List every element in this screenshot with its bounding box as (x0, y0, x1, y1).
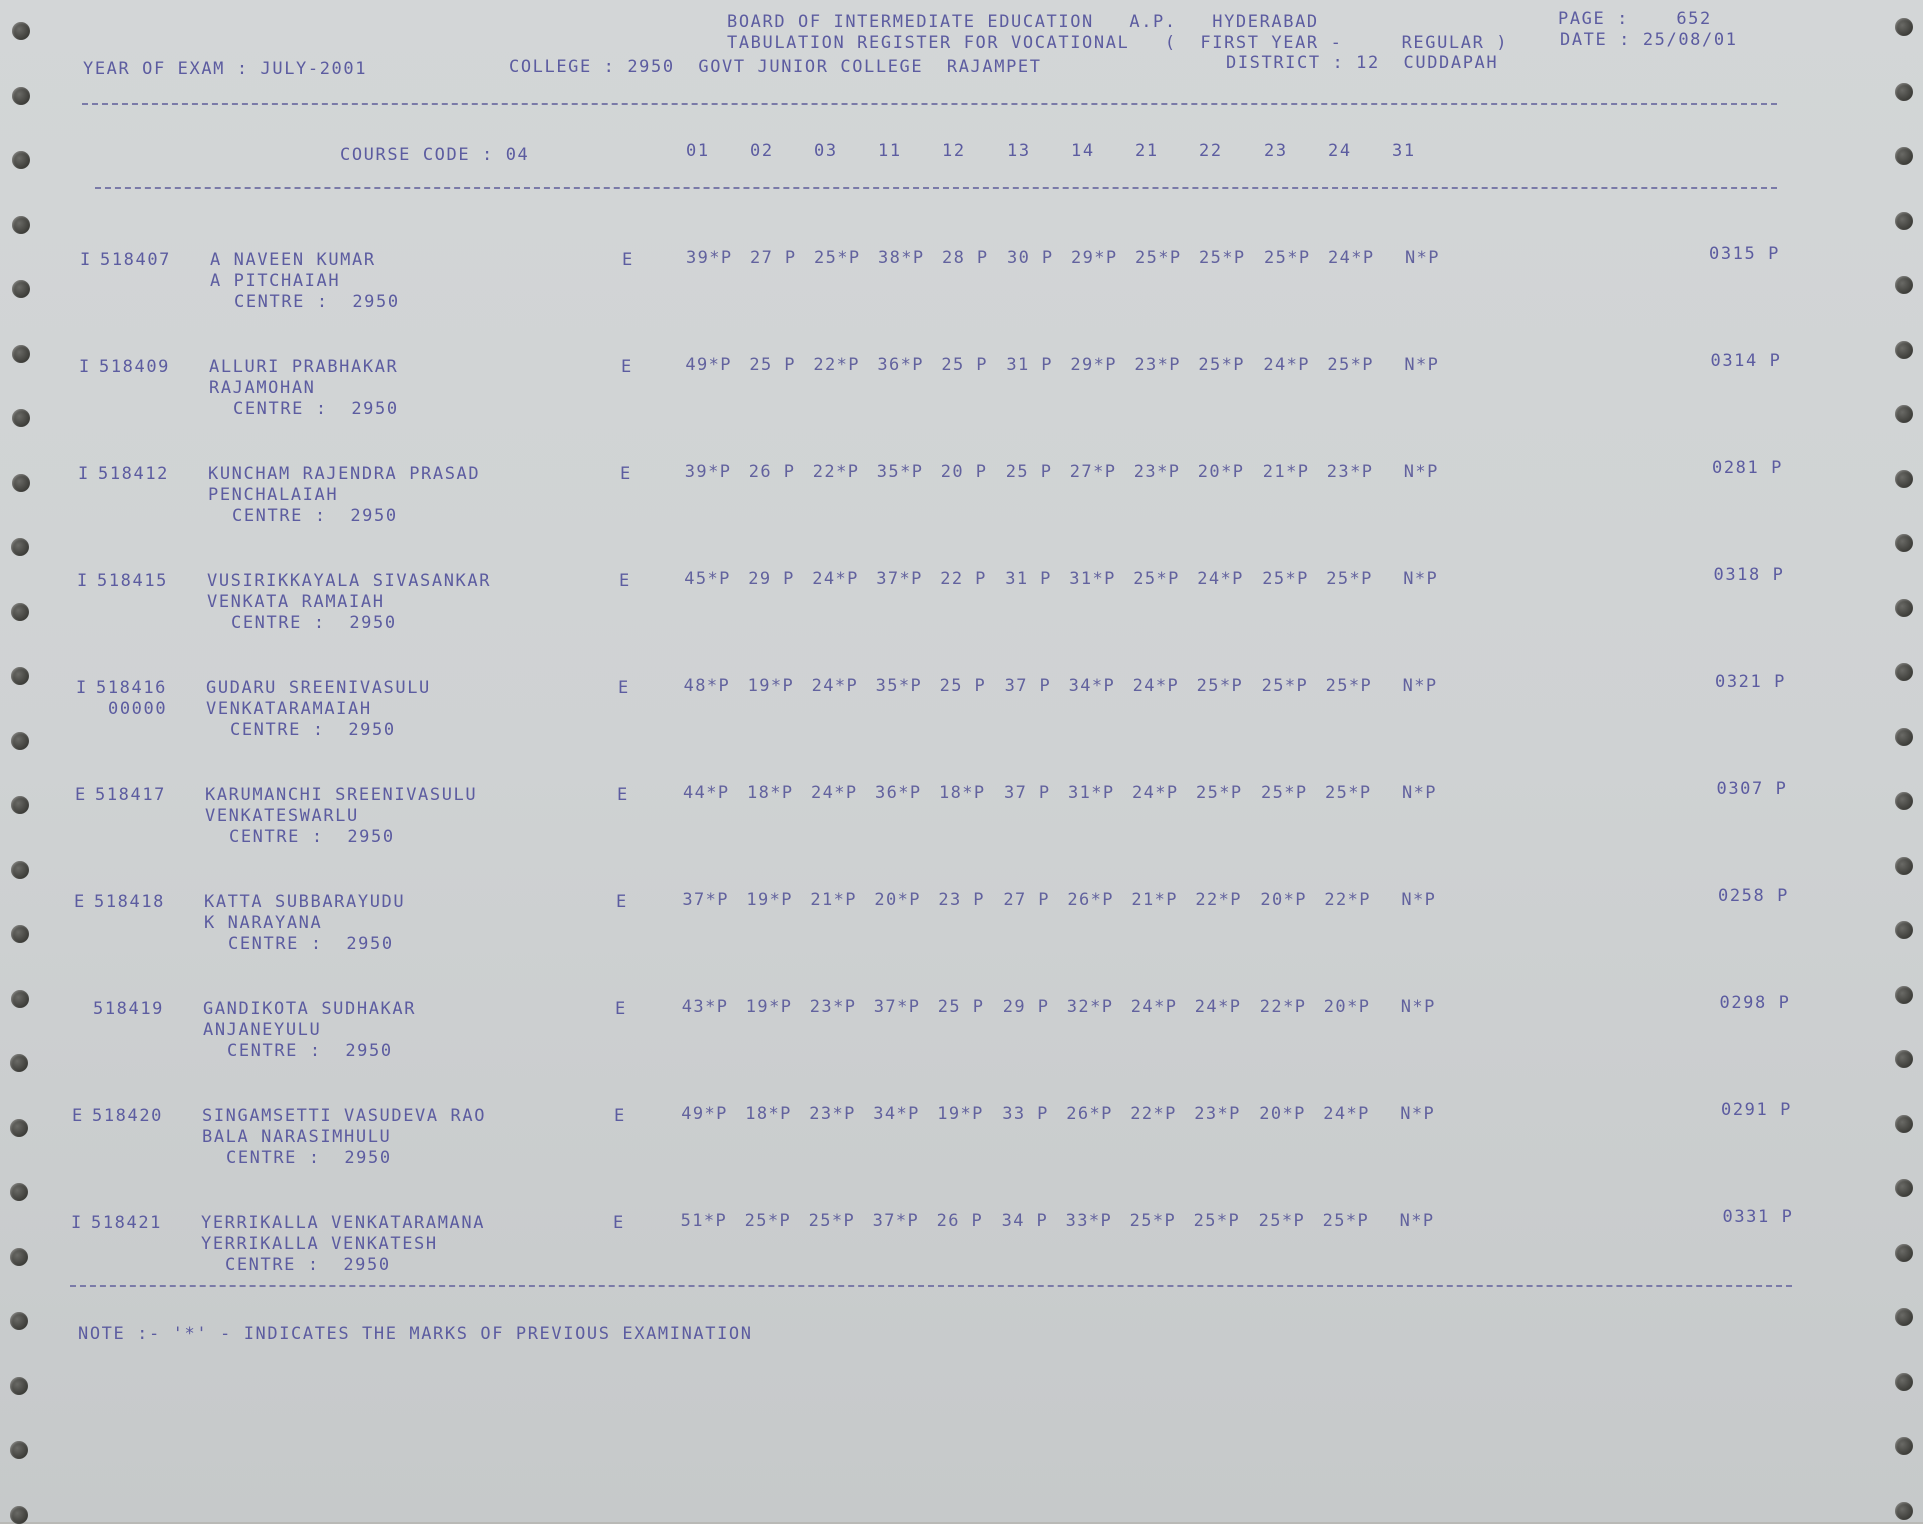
subject-mark: 21*P (1131, 890, 1178, 910)
feed-hole (1895, 147, 1913, 165)
subject-mark: 27 P (1003, 890, 1050, 910)
feed-hole (12, 345, 30, 363)
subject-mark: 18*P (747, 783, 794, 803)
subject-mark: 22*P (1130, 1104, 1177, 1124)
feed-hole (1895, 857, 1913, 875)
exam-centre: CENTRE : 2950 (230, 720, 396, 740)
total-marks: 0314 P (1710, 351, 1782, 371)
feed-hole (1895, 83, 1913, 101)
board-title: BOARD OF INTERMEDIATE EDUCATION A.P. HYDERABAD (727, 12, 1319, 32)
subject-mark: 27*P (1069, 462, 1117, 482)
feed-hole (10, 1119, 28, 1137)
candidate-name: ALLURI PRABHAKAR (209, 357, 399, 377)
subject-mark: N*P (1399, 1211, 1435, 1231)
subject-mark: 24*P (1263, 355, 1310, 375)
subject-mark: 26*P (1067, 890, 1114, 910)
subject-mark: N*P (1400, 1104, 1436, 1124)
medium: E (614, 1106, 626, 1126)
medium: E (613, 1213, 625, 1233)
father-name: YERRIKALLA VENKATESH (201, 1234, 438, 1254)
district-info: DISTRICT : 12 CUDDAPAH (1226, 53, 1499, 73)
subject-mark: 21*P (1262, 462, 1310, 482)
subject-mark: 25 P (749, 355, 796, 375)
subject-mark: 25*P (1198, 355, 1245, 375)
subject-mark: 23*P (809, 997, 857, 1017)
subject-mark: 32*P (1066, 997, 1114, 1017)
father-name: VENKATA RAMAIAH (207, 592, 385, 612)
candidate-category: I (79, 357, 91, 377)
candidate-category: I (76, 678, 88, 698)
father-name: BALA NARASIMHULU (202, 1127, 392, 1147)
father-name: A PITCHAIAH (210, 271, 341, 291)
subject-mark: N*P (1402, 783, 1437, 803)
feed-hole (10, 1441, 28, 1459)
candidate-name: KUNCHAM RAJENDRA PRASAD (208, 464, 481, 484)
subject-mark: N*P (1403, 569, 1439, 589)
subject-mark: 18*P (745, 1104, 792, 1124)
subject-code: 14 (1071, 141, 1095, 161)
subject-mark: 36*P (875, 783, 922, 803)
feed-hole (11, 732, 29, 750)
subject-mark: 26 P (936, 1211, 984, 1231)
left-tractor-feed-holes (0, 0, 40, 1522)
subject-mark: 31*P (1068, 783, 1115, 803)
subject-mark: 24*P (1132, 783, 1179, 803)
medium: E (620, 464, 632, 484)
father-name: PENCHALAIAH (208, 485, 339, 505)
candidate-category: E (75, 785, 87, 805)
subject-code: 01 (686, 141, 710, 161)
father-name: RAJAMOHAN (209, 378, 316, 398)
medium: E (617, 785, 629, 805)
father-name: K NARAYANA (204, 913, 323, 933)
feed-hole (1895, 1244, 1913, 1262)
feed-hole (11, 925, 29, 943)
subject-mark: N*P (1402, 676, 1438, 696)
candidate-code: 00000 (108, 699, 168, 719)
subject-code: 13 (1007, 141, 1031, 161)
medium: E (621, 357, 633, 377)
feed-hole (11, 667, 29, 685)
subject-mark: N*P (1404, 355, 1440, 375)
subject-mark: 29*P (1070, 355, 1117, 375)
registration-number: 518415 (97, 571, 169, 591)
father-name: VENKATESWARLU (205, 806, 359, 826)
feed-hole (1895, 534, 1913, 552)
subject-mark: 49*P (681, 1104, 728, 1124)
medium: E (616, 892, 628, 912)
subject-mark: 19*P (747, 676, 795, 696)
subject-mark: 29*P (1071, 248, 1118, 268)
exam-centre: CENTRE : 2950 (234, 292, 400, 312)
feed-hole (10, 1312, 28, 1330)
feed-hole (10, 1248, 28, 1266)
registration-number: 518416 (96, 678, 168, 698)
candidate-category: E (72, 1106, 84, 1126)
subject-mark: 37*P (872, 1211, 920, 1231)
registration-number: 518409 (99, 357, 171, 377)
subject-mark: 24*P (1132, 676, 1180, 696)
candidate-category: E (74, 892, 86, 912)
subject-mark: 25*P (808, 1211, 856, 1231)
subject-mark: 35*P (876, 462, 924, 482)
subject-mark: 25*P (1262, 569, 1309, 589)
subject-mark: N*P (1401, 890, 1437, 910)
subject-mark: 25*P (1199, 248, 1246, 268)
subject-mark: 23*P (1194, 1104, 1241, 1124)
medium: E (619, 571, 631, 591)
subject-mark: 25*P (1261, 676, 1309, 696)
candidate-category: I (80, 250, 92, 270)
footnote: NOTE :- '*' - INDICATES THE MARKS OF PREVIOUS EXAMINATION (78, 1324, 753, 1344)
feed-hole (1895, 341, 1913, 359)
feed-hole (1895, 1308, 1913, 1326)
subject-mark: 39*P (684, 462, 732, 482)
subject-mark: 36*P (877, 355, 924, 375)
feed-hole (12, 216, 30, 234)
subject-mark: 24*P (1130, 997, 1178, 1017)
feed-hole (1895, 792, 1913, 810)
feed-hole (1895, 921, 1913, 939)
candidate-category: I (78, 464, 90, 484)
total-marks: 0318 P (1713, 565, 1785, 585)
footer-divider (70, 1285, 1792, 1287)
subject-mark: 33*P (1065, 1211, 1113, 1231)
exam-centre: CENTRE : 2950 (225, 1255, 391, 1275)
subject-code: 24 (1328, 141, 1352, 161)
subject-mark: 25*P (1133, 569, 1180, 589)
subject-mark: 25*P (1327, 355, 1374, 375)
feed-hole (10, 1506, 28, 1524)
subject-mark: 43*P (681, 997, 729, 1017)
subject-mark: 23 P (938, 890, 985, 910)
feed-hole (1895, 1502, 1913, 1520)
subject-mark: 37*P (873, 997, 921, 1017)
subject-mark: 25*P (1322, 1211, 1370, 1231)
subject-mark: 20*P (1260, 890, 1307, 910)
column-header-divider (95, 187, 1777, 189)
subject-code: 12 (942, 141, 966, 161)
subject-mark: 19*P (937, 1104, 984, 1124)
feed-hole (1895, 276, 1913, 294)
total-marks: 0281 P (1711, 458, 1783, 478)
subject-mark: 29 P (748, 569, 795, 589)
feed-hole (11, 990, 29, 1008)
subject-mark: 25*P (1325, 676, 1373, 696)
subject-mark: 25 P (939, 676, 987, 696)
feed-hole (12, 409, 30, 427)
subject-mark: 20*P (1259, 1104, 1306, 1124)
subject-mark: 25*P (1196, 783, 1243, 803)
subject-mark: 25*P (1135, 248, 1182, 268)
course-code: COURSE CODE : 04 (340, 145, 530, 165)
subject-code: 21 (1135, 141, 1159, 161)
subject-mark: 34 P (1001, 1211, 1049, 1231)
registration-number: 518417 (95, 785, 167, 805)
subject-mark: 19*P (746, 890, 793, 910)
right-tractor-feed-holes (1883, 0, 1923, 1522)
subject-mark: 22*P (1259, 997, 1307, 1017)
total-marks: 0307 P (1716, 779, 1788, 799)
candidate-name: GUDARU SREENIVASULU (206, 678, 431, 698)
feed-hole (1895, 1115, 1913, 1133)
college-info: COLLEGE : 2950 GOVT JUNIOR COLLEGE RAJAMPET (509, 57, 1042, 77)
subject-mark: 20*P (1323, 997, 1371, 1017)
registration-number: 518412 (98, 464, 170, 484)
subject-mark: 24*P (812, 569, 859, 589)
feed-hole (1895, 1437, 1913, 1455)
subject-code: 31 (1392, 141, 1416, 161)
feed-hole (12, 87, 30, 105)
total-marks: 0315 P (1708, 244, 1780, 264)
exam-centre: CENTRE : 2950 (229, 827, 395, 847)
subject-code: 02 (750, 141, 774, 161)
feed-hole (12, 22, 30, 40)
subject-mark: 35*P (875, 676, 923, 696)
feed-hole (1895, 1179, 1913, 1197)
feed-hole (10, 1183, 28, 1201)
subject-mark: 21*P (810, 890, 857, 910)
exam-centre: CENTRE : 2950 (227, 1041, 393, 1061)
feed-hole (1895, 599, 1913, 617)
subject-mark: 22*P (1195, 890, 1242, 910)
feed-hole (1895, 212, 1913, 230)
subject-mark: 25*P (1258, 1211, 1306, 1231)
subject-code: 22 (1199, 141, 1223, 161)
subject-mark: 25*P (1326, 569, 1373, 589)
feed-hole (11, 603, 29, 621)
subject-mark: 25*P (814, 248, 861, 268)
subject-mark: 25 P (937, 997, 985, 1017)
candidate-name: KATTA SUBBARAYUDU (204, 892, 406, 912)
subject-mark: 28 P (942, 248, 989, 268)
header-divider (82, 103, 1777, 105)
subject-mark: 48*P (683, 676, 731, 696)
feed-hole (1895, 1050, 1913, 1068)
feed-hole (1895, 18, 1913, 36)
exam-centre: CENTRE : 2950 (233, 399, 399, 419)
medium: E (622, 250, 634, 270)
subject-mark: 30 P (1007, 248, 1054, 268)
subject-mark: 31 P (1006, 355, 1053, 375)
subject-mark: 25*P (1261, 783, 1308, 803)
feed-hole (1895, 728, 1913, 746)
subject-mark: 24*P (1328, 248, 1375, 268)
subject-mark: 20*P (874, 890, 921, 910)
registration-number: 518407 (100, 250, 172, 270)
subject-mark: 26*P (1066, 1104, 1113, 1124)
subject-mark: 27 P (750, 248, 797, 268)
register-title: TABULATION REGISTER FOR VOCATIONAL ( FIRST YEAR - REGULAR ) (727, 33, 1509, 53)
subject-mark: 23*P (809, 1104, 856, 1124)
subject-mark: 24*P (1194, 997, 1242, 1017)
subject-mark: 25*P (1129, 1211, 1177, 1231)
candidate-name: KARUMANCHI SREENIVASULU (205, 785, 478, 805)
total-marks: 0331 P (1722, 1207, 1794, 1227)
candidate-name: GANDIKOTA SUDHAKAR (203, 999, 417, 1019)
father-name: ANJANEYULU (203, 1020, 322, 1040)
subject-mark: 34*P (873, 1104, 920, 1124)
candidate-name: VUSIRIKKAYALA SIVASANKAR (207, 571, 492, 591)
subject-mark: 38*P (878, 248, 925, 268)
subject-mark: 24*P (1197, 569, 1244, 589)
subject-mark: 31 P (1005, 569, 1052, 589)
candidate-name: SINGAMSETTI VASUDEVA RAO (202, 1106, 487, 1126)
subject-mark: 37*P (876, 569, 923, 589)
subject-mark: 24*P (811, 783, 858, 803)
year-of-exam: YEAR OF EXAM : JULY-2001 (83, 59, 368, 79)
subject-mark: 22 P (940, 569, 987, 589)
candidate-name: A NAVEEN KUMAR (210, 250, 376, 270)
feed-hole (11, 861, 29, 879)
subject-mark: 19*P (745, 997, 793, 1017)
registration-number: 518419 (93, 999, 165, 1019)
subject-mark: 44*P (683, 783, 730, 803)
feed-hole (1895, 470, 1913, 488)
subject-mark: 25*P (1264, 248, 1311, 268)
subject-mark: 24*P (811, 676, 859, 696)
subject-mark: 25 P (1005, 462, 1053, 482)
feed-hole (1895, 663, 1913, 681)
feed-hole (10, 1054, 28, 1072)
feed-hole (12, 280, 30, 298)
feed-hole (10, 1377, 28, 1395)
total-marks: 0321 P (1714, 672, 1786, 692)
candidate-category: I (71, 1213, 83, 1233)
registration-number: 518421 (91, 1213, 163, 1233)
print-date: DATE : 25/08/01 (1560, 30, 1738, 50)
feed-hole (1895, 405, 1913, 423)
subject-mark: 23*P (1133, 462, 1181, 482)
subject-code: 03 (814, 141, 838, 161)
subject-mark: 25*P (744, 1211, 792, 1231)
feed-hole (12, 151, 30, 169)
subject-mark: N*P (1405, 248, 1440, 268)
exam-centre: CENTRE : 2950 (228, 934, 394, 954)
father-name: VENKATARAMAIAH (206, 699, 372, 719)
subject-mark: 22*P (1324, 890, 1371, 910)
subject-mark: 26 P (748, 462, 796, 482)
subject-mark: 25*P (1196, 676, 1244, 696)
subject-mark: 23*P (1134, 355, 1181, 375)
feed-hole (11, 538, 29, 556)
subject-mark: 34*P (1068, 676, 1116, 696)
subject-mark: 49*P (685, 355, 732, 375)
subject-mark: 29 P (1002, 997, 1050, 1017)
total-marks: 0291 P (1720, 1100, 1792, 1120)
subject-mark: 24*P (1323, 1104, 1370, 1124)
subject-mark: 18*P (939, 783, 986, 803)
exam-centre: CENTRE : 2950 (231, 613, 397, 633)
page-number: PAGE : 652 (1558, 9, 1712, 29)
subject-mark: 37 P (1004, 783, 1051, 803)
subject-mark: 45*P (684, 569, 731, 589)
candidate-category: I (77, 571, 89, 591)
subject-mark: N*P (1403, 462, 1439, 482)
subject-mark: 37 P (1004, 676, 1052, 696)
exam-centre: CENTRE : 2950 (226, 1148, 392, 1168)
total-marks: 0298 P (1719, 993, 1791, 1013)
medium: E (618, 678, 630, 698)
subject-mark: 51*P (680, 1211, 728, 1231)
feed-hole (1895, 1373, 1913, 1391)
subject-mark: 22*P (812, 462, 860, 482)
subject-mark: 20 P (940, 462, 988, 482)
subject-mark: 33 P (1002, 1104, 1049, 1124)
subject-mark: 25 P (941, 355, 988, 375)
subject-mark: 25*P (1325, 783, 1372, 803)
subject-code: 11 (878, 141, 902, 161)
subject-mark: N*P (1400, 997, 1436, 1017)
subject-mark: 37*P (682, 890, 729, 910)
subject-mark: 39*P (686, 248, 733, 268)
registration-number: 518420 (92, 1106, 164, 1126)
candidate-name: YERRIKALLA VENKATARAMANA (201, 1213, 486, 1233)
exam-centre: CENTRE : 2950 (232, 506, 398, 526)
medium: E (615, 999, 627, 1019)
subject-mark: 20*P (1197, 462, 1245, 482)
subject-mark: 25*P (1193, 1211, 1241, 1231)
total-marks: 0258 P (1717, 886, 1789, 906)
subject-mark: 22*P (813, 355, 860, 375)
feed-hole (12, 474, 30, 492)
feed-hole (1895, 986, 1913, 1004)
subject-code: 23 (1264, 141, 1288, 161)
feed-hole (11, 796, 29, 814)
subject-mark: 31*P (1069, 569, 1116, 589)
subject-mark: 23*P (1326, 462, 1374, 482)
registration-number: 518418 (94, 892, 166, 912)
